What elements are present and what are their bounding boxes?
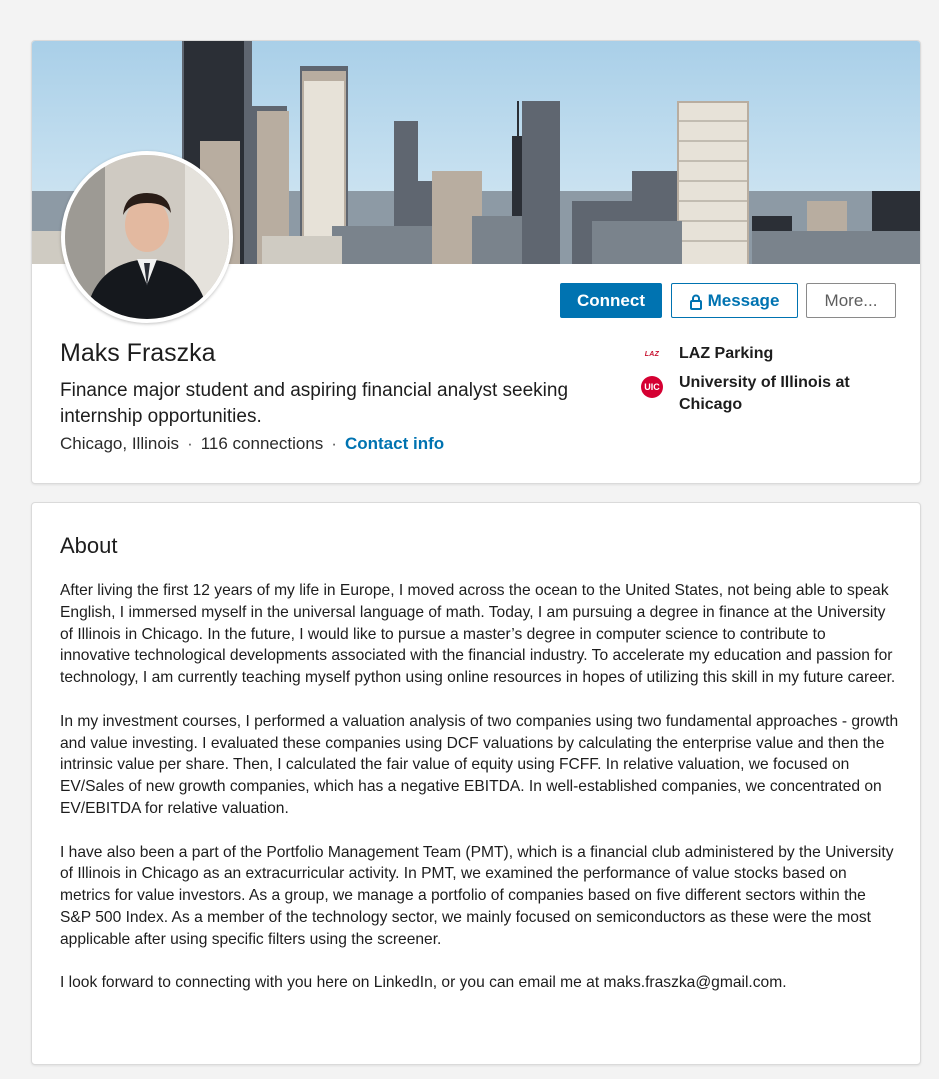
laz-parking-logo: LAZ (644, 351, 660, 358)
experience-item-uic[interactable] (640, 372, 864, 416)
about-title: About (60, 533, 118, 558)
profile-meta (60, 434, 444, 454)
message-button[interactable] (671, 283, 798, 318)
experience-name: LAZ Parking (679, 345, 774, 362)
about-text (60, 580, 900, 1016)
experience-item-laz-parking[interactable] (640, 343, 773, 367)
about-paragraph: I look forward to connecting with you here on LinkedIn, or you can email me at maks.fraszka@gmail.com. (60, 974, 787, 992)
message-button-label: Message (707, 290, 780, 310)
profile-headline: Finance major student and aspiring financial analyst seeking internship opportunities. (60, 380, 569, 427)
profile-connections[interactable]: 116 connections (200, 434, 324, 453)
about-section (31, 502, 921, 1065)
about-paragraph: After living the first 12 years of my life in Europe, I moved across the ocean to the United States, not being able to speak English, I immersed myself in the universal language of math. Today, I am pursuing a degree in finance at the University of Illinois in Chicago. In the future, I would like to pursue a master’s degree in computer science to contribute to innovative technological developments associated with the financial industry. To accelerate my education and passion for technology, I am currently teaching myself python using online resources in hopes of utilizing this skill in my future career. (60, 582, 896, 687)
contact-info-link[interactable]: Contact info (344, 434, 445, 453)
more-button-label: More... (824, 290, 878, 310)
experience-name: University of Illinois at Chicago (679, 374, 850, 413)
lock-icon (690, 294, 702, 310)
meta-separator: · (187, 434, 193, 453)
connect-button-label: Connect (577, 290, 645, 310)
about-paragraph: I have also been a part of the Portfolio Management Team (PMT), which is a financial club administered by the University of Illinois in Chicago as an extracurricular activity. In PMT, we examined the performance of value stocks based on metrics for value investors. As a group, we manage a portfolio of companies based on five different sectors within the S&P 500 Index. As a member of the technology sector, we mainly focused on semiconductors as these were the most applicable after using specific filters using the screener. (60, 843, 894, 948)
uic-logo: UIC (640, 372, 664, 396)
profile-location: Chicago, Illinois (60, 434, 180, 453)
more-button[interactable] (806, 283, 896, 318)
profile-photo (65, 155, 229, 319)
profile-name: Maks Fraszka (60, 339, 216, 367)
connect-button[interactable] (560, 283, 662, 318)
about-paragraph: In my investment courses, I performed a valuation analysis of two companies using two fundamental approaches - growth and value investing. I evaluated these companies using DCF valuations by calculating the enterprise value and then the intrinsic value per share. Then, I calculated the fair value of equity using FCFF. In relative valuation, we focused on EV/Sales of new growth companies, which has a negative EBITDA. In well-established companies, we concentrated on EV/EBITDA for relative valuation. (60, 712, 899, 817)
meta-separator: · (331, 434, 337, 453)
profile-avatar[interactable] (61, 151, 233, 323)
profile-card (31, 40, 921, 484)
